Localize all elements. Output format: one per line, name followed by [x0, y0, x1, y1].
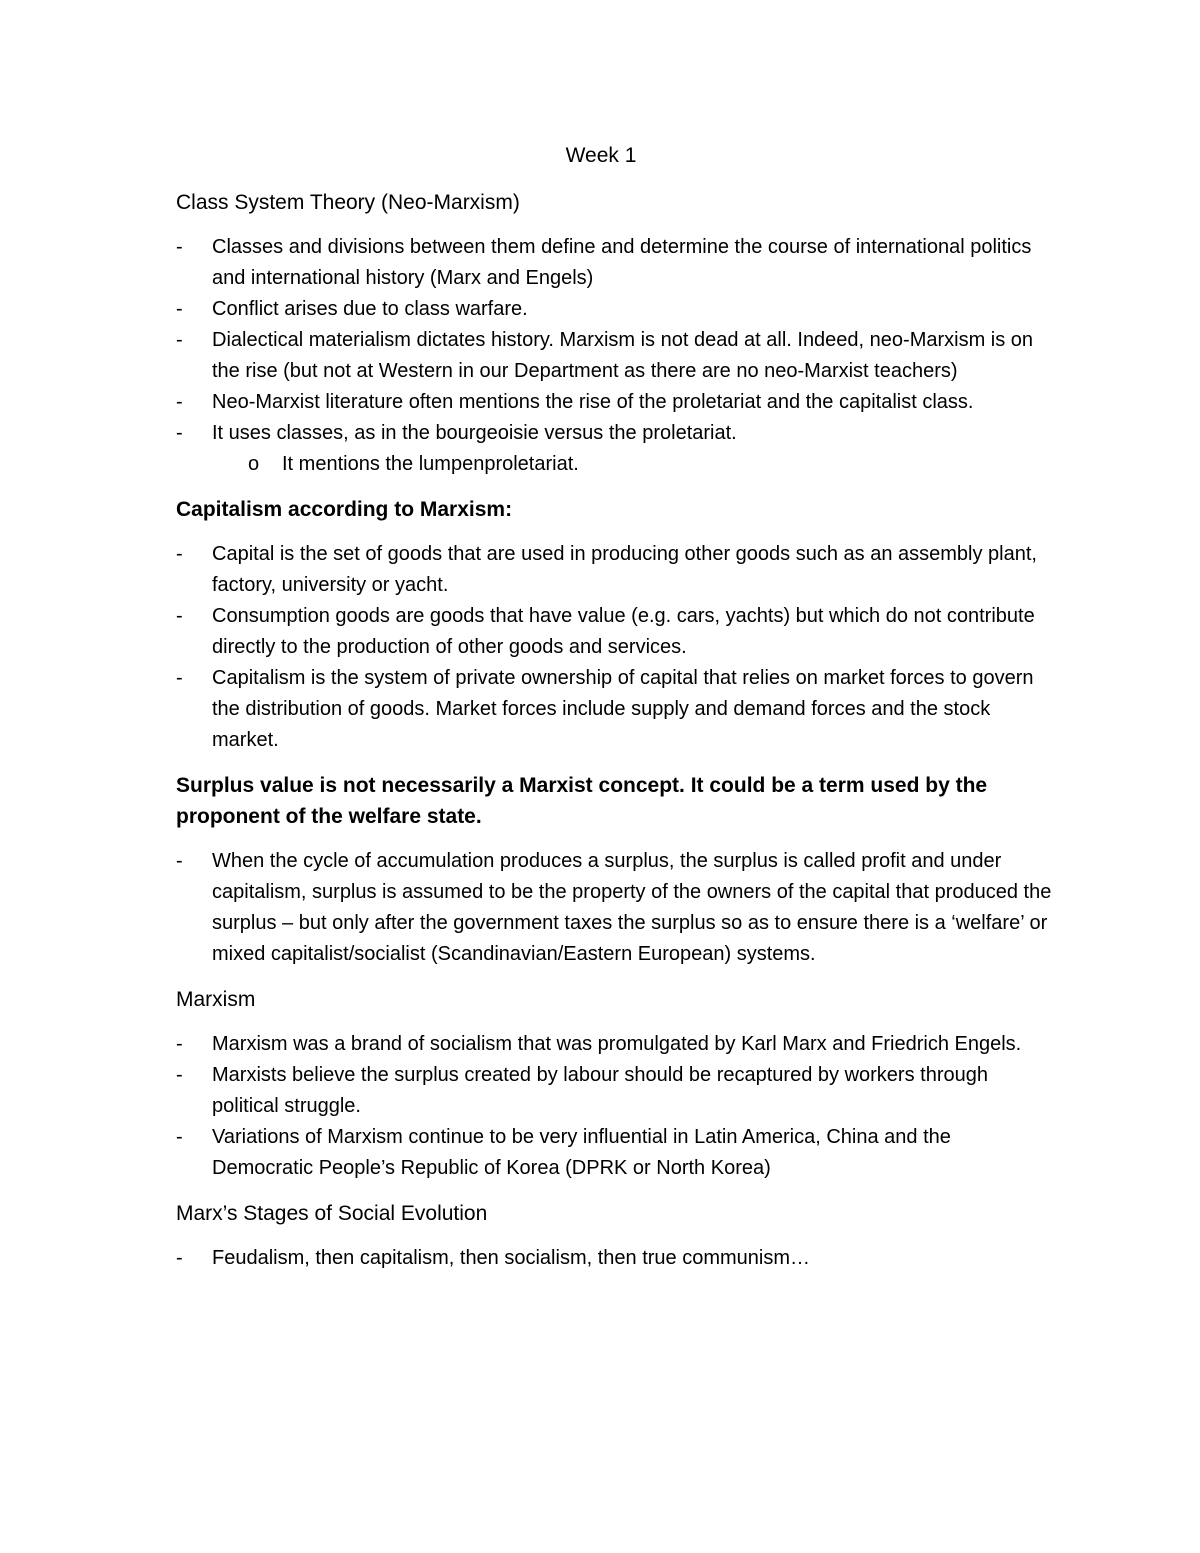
section-heading-surplus-value: Surplus value is not necessarily a Marxist concept. It could be a term used by the proponent of the welfare state. [176, 774, 988, 828]
list-item: - Consumption goods are goods that have value (e.g. cars, yachts) but which do not contribute directly to the production of other goods and services. [176, 601, 1056, 663]
section-list-surplus-value [176, 846, 1056, 970]
section-list-class-system [176, 232, 1056, 480]
section-heading-marxism: Marxism [176, 988, 256, 1011]
section-list-stages [176, 1243, 1056, 1274]
list-item: - Classes and divisions between them define and determine the course of international politics and international history (Marx and Engels) [176, 232, 1056, 294]
list-item: - Capital is the set of goods that are used in producing other goods such as an assembly plant, factory, university or yacht. [176, 539, 1056, 601]
list-item: - It uses classes, as in the bourgeoisie versus the proletariat. [176, 418, 1056, 449]
list-item: - Marxists believe the surplus created by labour should be recaptured by workers through political struggle. [176, 1060, 1056, 1122]
list-item: - Capitalism is the system of private ownership of capital that relies on market forces to govern the distribution of goods. Market forces include supply and demand forces and the stock market. [176, 663, 1056, 756]
page-title: Week 1 [565, 144, 637, 167]
list-item: - Neo-Marxist literature often mentions the rise of the proletariat and the capitalist class. [176, 387, 1056, 418]
list-item: - Marxism was a brand of socialism that was promulgated by Karl Marx and Friedrich Engels. [176, 1029, 1056, 1060]
section-list-capitalism [176, 539, 1056, 756]
section-heading-class-system: Class System Theory (Neo-Marxism) [176, 191, 520, 214]
document-body [176, 141, 1056, 1288]
sub-list-item: o It mentions the lumpenproletariat. [176, 449, 1056, 480]
list-item: - Variations of Marxism continue to be very influential in Latin America, China and the Democratic People’s Republic of Korea (DPRK or North Korea) [176, 1122, 1056, 1184]
section-heading-stages: Marx’s Stages of Social Evolution [176, 1202, 488, 1225]
list-item: - Dialectical materialism dictates history. Marxism is not dead at all. Indeed, neo-Marxism is on the rise (but not at Western in our Department as there are no neo-Marxist teachers) [176, 325, 1056, 387]
list-item: - Conflict arises due to class warfare. [176, 294, 1056, 325]
list-item: - When the cycle of accumulation produces a surplus, the surplus is called profit and under capitalism, surplus is assumed to be the property of the owners of the capital that produced the surplus – but only after the government taxes the surplus so as to ensure there is a ‘welfare’ or mixed capitalist/socialist (Scandinavian/Eastern European) systems. [176, 846, 1056, 970]
section-list-marxism [176, 1029, 1056, 1184]
section-heading-capitalism: Capitalism according to Marxism: [176, 498, 513, 521]
list-item: - Feudalism, then capitalism, then socialism, then true communism… [176, 1243, 1056, 1274]
